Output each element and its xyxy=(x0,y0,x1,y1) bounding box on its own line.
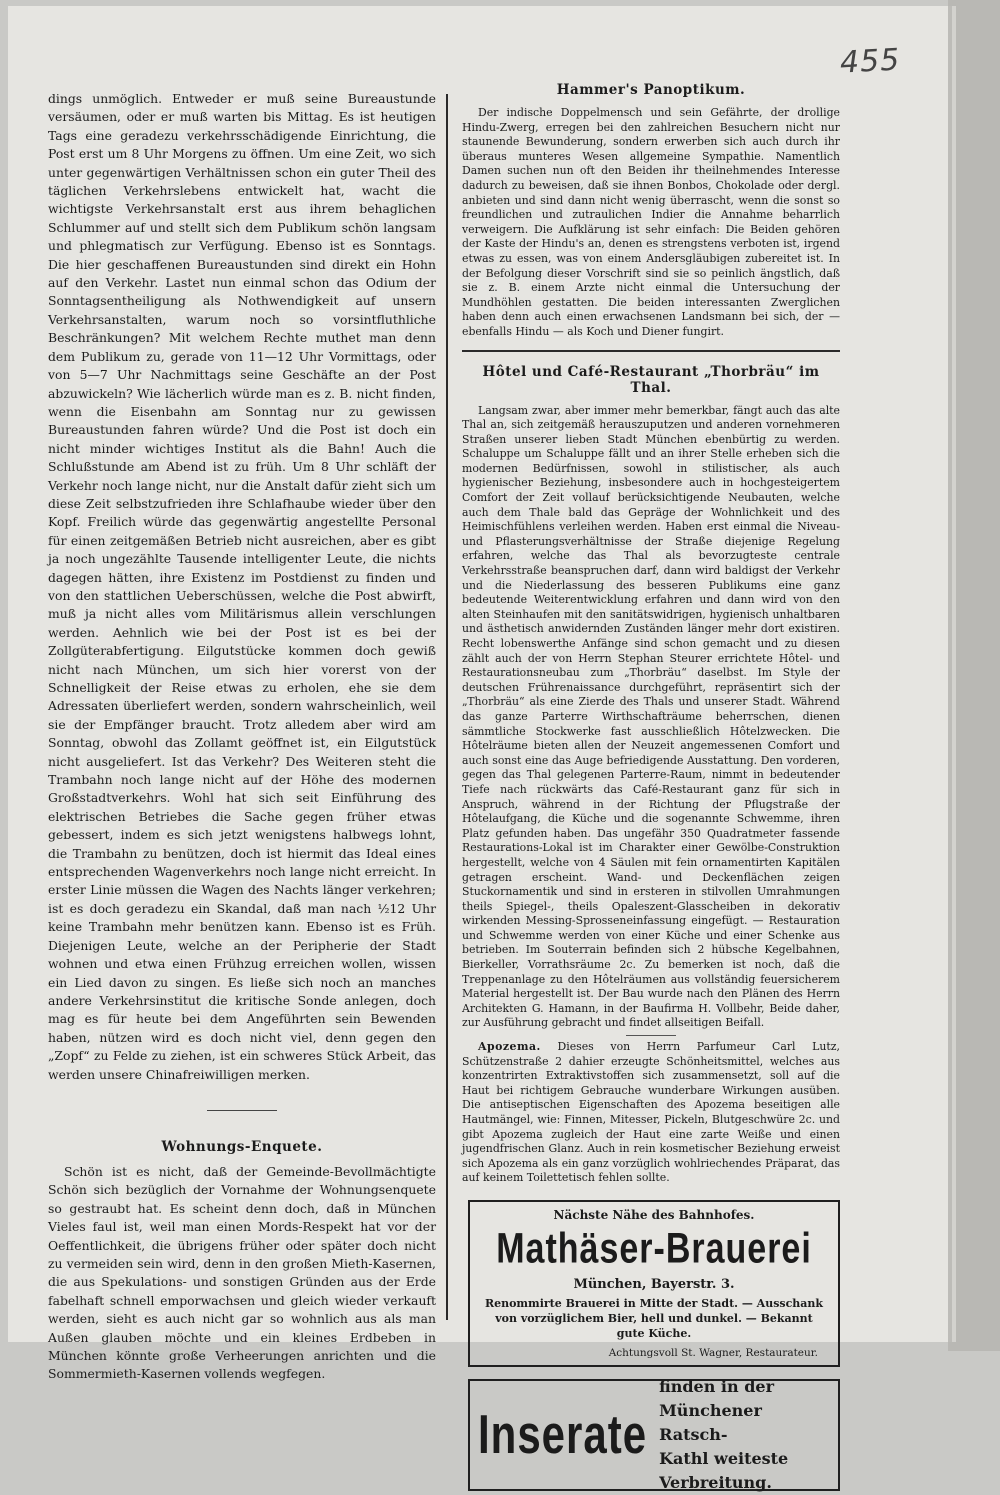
ad-brewery-name: Mathäser-Brauerei xyxy=(496,1225,812,1273)
panoptikum-text: Der indische Doppelmensch und sein Gefährte, der drollige Hindu-Zwerg, erregen bei den zahlreichen Besuchern nicht nur staunende Bewunderung, sondern erwerben sich auch durch ihr überaus munteres Wesen allgemeine Sympathie. Namentlich Damen suchen nun oft den Beiden ihr theilnehmendes Interesse dadurch zu beweisen, daß sie ihnen Bonbos, Chokolade oder dergl. anbieten und sind dann nicht wenig überrascht, wenn die sonst so freundlichen und zutraulichen Indier die Annahme beharrlich verweigern. Die Aufklärung ist sehr einfach: Die Beiden gehören der Kaste der Hindu's an, denen es strengstens verboten ist, irgend etwas zu essen, was von einem Andersgläubigen zubereitet ist. In der Befolgung dieser Vorschrift sind sie so peinlich ängstlich, daß sie z. B. einem Arzte nicht einmal die Untersuchung der Mundhöhlen gestatten. Die beiden interessanten Zwerglichen haben denn auch einen erwachsenen Landsmann bei sich, der — ebenfalls Hindu — als Koch und Diener fungirt. xyxy=(462,106,840,338)
section-rule xyxy=(462,350,840,352)
right-column xyxy=(462,76,840,1491)
brewery-advertisement xyxy=(468,1200,840,1367)
inserate-side-text xyxy=(659,1375,830,1495)
ad-address: München, Bayerstr. 3. xyxy=(573,1276,735,1292)
article-separator xyxy=(626,1035,676,1036)
apozema-paragraph xyxy=(462,1040,840,1186)
page-number: 455 xyxy=(839,42,902,81)
enquete-text: Schön ist es nicht, daß der Gemeinde-Bevollmächtigte Schön sich bezüglich der Vornahme der Wohnungsenquete so gestraubt hat. Es scheint denn doch, daß in München Vieles faul ist, weil man einen Mords-Respekt hat vor der Oeffentlichkeit, die übrigens früher oder später doch nicht zu vermeiden sein wird, denn in den großen Mieth-Kasernen, die aus Spekulations- und sonstigen Gründen aus der Erde fabelhaft schnell emporwachsen und gleich wieder verkauft werden, sieht es auch nicht gar so wohnlich aus als man Außen glauben möchte und ein kleines Erdbeben in München könnte große Verheerungen anrichten und die Sommermieth-Kasernen vollends wegfegen. xyxy=(48,1163,436,1382)
left-column xyxy=(48,90,436,1388)
ad-top-line: Nächste Nähe des Bahnhofes. xyxy=(553,1207,755,1222)
article-separator xyxy=(207,1110,277,1111)
column-divider xyxy=(446,94,448,1320)
page-edge-shadow xyxy=(948,0,1000,1351)
ad-description: Renommirte Brauerei in Mitte der Stadt. — Ausschank von vorzüglichem Bier, hell und dunkel. — Bekannt gute Küche. xyxy=(484,1296,824,1340)
inserate-side-line-2: Kathl weiteste Verbreitung. xyxy=(659,1448,789,1492)
panoptikum-heading: Hammer's Panoptikum. xyxy=(556,82,746,98)
apozema-lead: Apozema. xyxy=(478,1040,541,1054)
thorbraeu-heading: Hôtel und Café-Restaurant „Thorbräu“ im Thal. xyxy=(482,363,820,396)
enquete-heading: Wohnungs-Enquete. xyxy=(161,1138,323,1155)
inserate-word: Inserate xyxy=(478,1403,648,1465)
thorbraeu-text: Langsam zwar, aber immer mehr bemerkbar, fängt auch das alte Thal an, sich zeitgemäß herauszuputzen und anderen vornehmeren Straßen unserer lieben Stadt München ebenbürtig zu werden. Schaluppe um Schaluppe fällt und an ihrer Stelle erheben sich die modernen Bedürfnissen, sowohl in stilistischer, als auch hygienischer Beziehung, insbesondere auch in hochgesteigertem Comfort der Zeit vollauf berücksichtigende Neubauten, welche auch dem Thale bald das Gepräge der Wohnlichkeit und des Heimischfühlens verleihen werden. Haben erst einmal die Niveau- und Pflasterungsverhältnisse der Straße diejenige Regelung erfahren, welche das Thal als bevorzugteste centrale Verkehrsstraße beanspruchen darf, dann wird baldigst der Verkehr und die Niederlassung des besseren Publikums eine ganz bedeutende Weiterentwicklung erfahren und dann wird von den alten Steinhaufen mit den sanitätswidrigen, hygienisch unhaltbaren und ästhetisch anwidernden Zuständen länger mehr dort existiren. Recht lobenswerthe Anfänge sind schon gemacht und zu diesen zählt auch der von Herrn Stephan Steurer errichtete Hôtel- und Restaurationsneubau zum „Thorbräu“ daselbst. Im Style der deutschen Frührenaissance durchgeführt, repräsentirt sich der „Thorbräu“ als eine Zierde des Thals und unserer Stadt. Während das ganze Parterre Wirthschafträume beherrschen, dienen sämmtliche Stockwerke fast ausschließlich Hôtelzwecken. Die Hôtelräume bieten allen der Neuzeit angemessenen Comfort und auch sonst eine das Auge befriedigende Ausstattung. Den vorderen, gegen das Thal gelegenen Parterre-Raum, nimmt in bedeutender Tiefe nach rückwärts das Café-Restaurant ganz für sich in Anspruch, während in der Richtung der Pflugstraße der Hôtelaufgang, die Küche und die sogenannte Schwemme, ihren Platz gefunden haben. Das ungefähr 350 Quadratmeter fassende Restaurations-Lokal ist im Charakter einer Gewölbe-Construktion hergestellt, welche von 4 Säulen mit fein ornamentirten Kapitälen getragen erscheint. Wand- und Deckenflächen zeigen Stuckornamentik und sind in ersteren in stilvollen Umrahmungen theils Spiegel-, theils Opaleszent-Glasscheiben in dekorativ wirkenden Messing-Sprosseneinfassung eingefügt. — Restauration und Schwemme werden von einer Küche und einer Schenke aus betrieben. Im Souterrain befinden sich 2 hübsche Kegelbahnen, Bierkeller, Vorrathsräume 2c. Zu bemerken ist noch, daß die Treppenanlage zu den Hôtelräumen aus vollständig feuersicherem Material hergestellt ist. Der Bau wurde nach den Plänen des Herrn Architekten G. Hamann, in der Baufirma H. Vollbehr, Beide daher, zur Ausführung gebracht und findet allseitigen Beifall. xyxy=(462,403,840,1030)
ad-signature: Achtungsvoll St. Wagner, Restaurateur. xyxy=(608,1346,818,1359)
apozema-text: Dieses von Herrn Parfumeur Carl Lutz, Schützenstraße 2 dahier erzeugte Schönheitsmittel, welches aus konzentrirten Extraktivstoffen sich zusammensetzt, soll auf die Haut bei richtigem Gebrauche wunderbare Wirkungen ausüben. Die antiseptischen Eigenschaften des Apozema beseitigen alle Hautmängel, wie: Finnen, Mitesser, Pickeln, Blutgeschwüre 2c. und gibt Apozema zugleich der Haut eine zarte Weiße und einen jugendfrischen Glanz. Auch in rein kosmetischer Beziehung erweist sich Apozema als ein ganz vorzüglich wohlriechendes Präparat, das auf keinem Toilettetisch fehlen sollte. xyxy=(462,1040,840,1185)
inserate-side-line-1: finden in der Münchener Ratsch- xyxy=(659,1376,775,1444)
inserate-advertisement xyxy=(468,1376,840,1492)
left-article-text: dings unmöglich. Entweder er muß seine Bureaustunde versäumen, oder er muß warten bis Mittag. Es ist heutigen Tags eine geradezu verkehrsschädigende Einrichtung, die Post erst um 8 Uhr Morgens zu öffnen. Um eine Zeit, wo sich unter gegenwärtigen Verhältnissen schon ein guter Theil des täglichen Verkehrslebens entwickelt hat, wacht die wichtigste Verkehrsanstalt erst aus ihrem behaglichen Schlummer auf und stellt sich dem Publikum schön langsam und phlegmatisch zur Verfügung. Ebenso ist es Sonntags. Die hier geschaffenen Bureaustunden sind direkt ein Hohn auf den Verkehr. Lastet nun einmal schon das Odium der Sonntagsentheiligung als Nothwendigkeit auf unsern Verkehrsanstalten, warum noch so vorsintfluthliche Beschränkungen? Mit welchem Rechte muthet man denn dem Publikum zu, gerade von 11—12 Uhr Vormittags, oder von 5—7 Uhr Nachmittags seine Geschäfte an der Post abzuwickeln? Wie lächerlich würde man es z. B. nicht finden, wenn die Eisenbahn am Sonntag nur zu gewissen Bureaustunden fahren würde? Und die Post ist doch ein nicht minder wichtiges Institut als die Bahn! Auch die Schlußstunde am Abend ist zu früh. Um 8 Uhr schläft der Verkehr noch lange nicht, nur die Anstalt dafür zieht sich um diese Zeit selbstzufrieden ihre Schlafhaube wieder über den Kopf. Freilich würde das gegenwärtig angestellte Personal für einen zeitgemäßen Betrieb nicht ausreichen, aber es gibt ja noch ungezählte Tausende intelligenter Leute, die nichts dagegen hätten, ihre Existenz im Postdienst zu finden und von den stattlichen Ueberschüssen, welche die Post abwirft, muß ja nicht alles vom Militärismus allein verschlungen werden. Aehnlich wie bei der Post ist es bei der Zollgüterabfertigung. Eilgutstücke kommen doch gewiß nicht nach München, um sich hier vorerst von der Schnelligkeit der Reise etwas zu erholen, ehe sie dem Adressaten überliefert werden, sondern wahrscheinlich, weil sie der Empfänger braucht. Trotz alledem aber wird am Sonntag, obwohl das Zollamt geöffnet ist, ein Eilgutstück nicht ausgeliefert. Ist das Verkehr? Des Weiteren steht die Trambahn noch lange nicht auf der Höhe des modernen Großstadtverkehrs. Wohl hat sich seit Einführung des elektrischen Betriebes die Sache gegen früher etwas gebessert, indem es sich jetzt wenigstens halbwegs lohnt, die Trambahn zu benützen, doch ist hiermit das Ideal eines entsprechenden Wagenverkehrs noch lange nicht erreicht. In erster Linie müssen die Wagen des Nachts länger verkehren; ist es doch geradezu ein Skandal, daß man nach ½12 Uhr keine Trambahn mehr benützen kann. Ebenso ist es Früh. Diejenigen Leute, welche an der Peripherie der Stadt wohnen und etwa einen Frühzug erreichen wollen, wissen ein Lied davon zu singen. Es ließe sich noch an manches andere Verkehrsinstitut die kritische Sonde anlegen, doch mag es für heute bei dem Angeführten sein Bewenden haben, nützen wird es doch nicht viel, denn gegen den „Zopf“ zu Felde zu ziehen, ist ein schweres Stück Arbeit, das werden unsere Chinafreiwilligen merken. xyxy=(48,91,436,1082)
